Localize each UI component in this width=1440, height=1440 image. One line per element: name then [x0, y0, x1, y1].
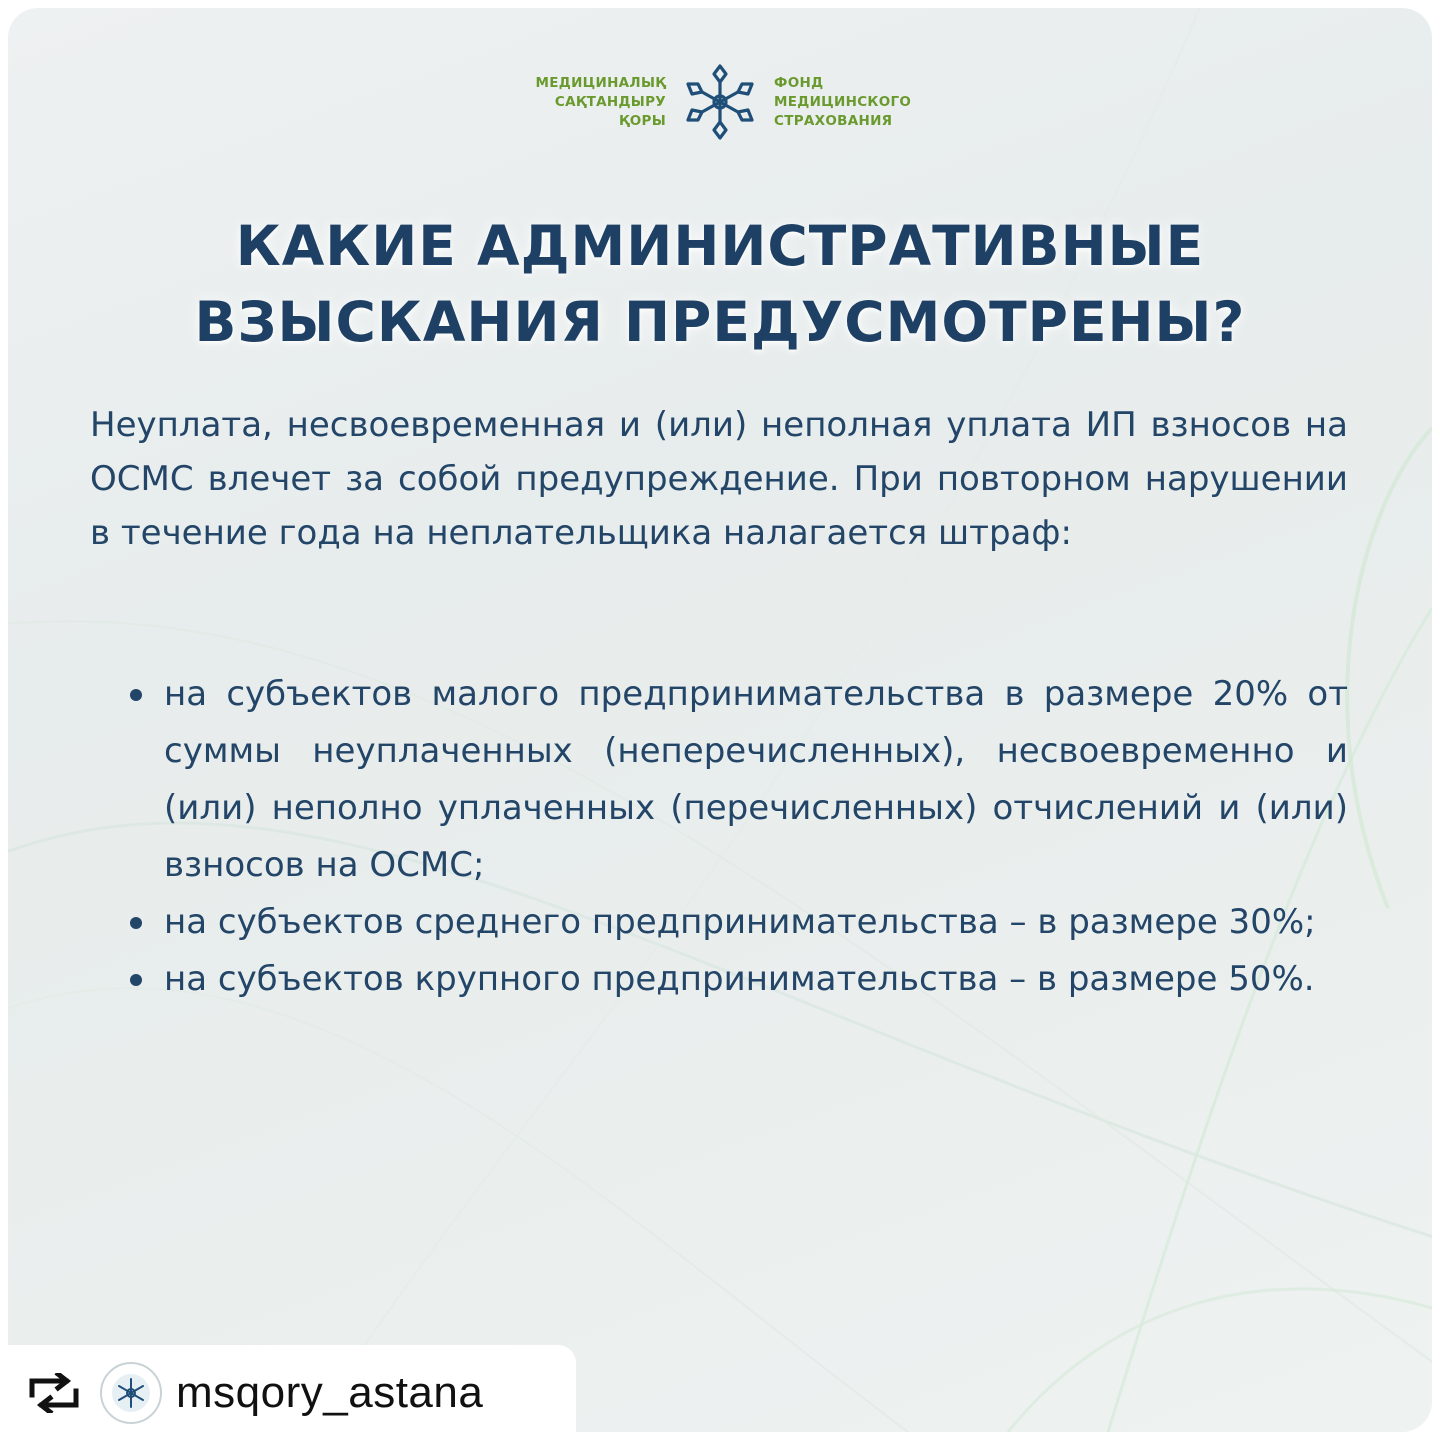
fund-emblem-icon [678, 60, 762, 144]
logo-right-line: ФОНД [774, 74, 824, 91]
logo-left-line: ҚОРЫ [618, 112, 666, 129]
avatar-emblem-icon [111, 1373, 151, 1413]
logo-right-line: МЕДИЦИНСКОГО [774, 93, 912, 110]
avatar[interactable] [100, 1362, 162, 1424]
bullet-icon [130, 689, 142, 701]
page-title [8, 208, 1432, 360]
list-item-text: на субъектов малого предпринимательства в размере 20% от суммы неуплаченных (неперечисленных), несвоевременно и (или) неполно уплаченных (перечисленных) отчислений и (или) взносов на ОСМС; [164, 674, 1348, 885]
repost-icon[interactable] [26, 1373, 82, 1413]
list-item [126, 951, 1348, 1008]
bullet-icon [130, 974, 142, 986]
post-card [8, 8, 1432, 1432]
fine-list [126, 666, 1348, 1008]
list-item [126, 666, 1348, 894]
logo-left-line: МЕДИЦИНАЛЫҚ [535, 74, 666, 91]
repost-bar[interactable] [0, 1345, 576, 1440]
list-item-text: на субъектов крупного предпринимательства – в размере 50%. [164, 959, 1315, 999]
title-line-2: ВЗЫСКАНИЯ ПРЕДУСМОТРЕНЫ? [194, 290, 1246, 354]
logo-text-kazakh [496, 74, 666, 131]
logo-text-russian [774, 74, 944, 131]
list-item-text: на субъектов среднего предпринимательства – в размере 30%; [164, 902, 1316, 942]
fund-logo [8, 60, 1432, 144]
bullet-icon [130, 917, 142, 929]
logo-left-line: САҚТАНДЫРУ [554, 93, 666, 110]
logo-right-line: СТРАХОВАНИЯ [774, 112, 893, 129]
title-line-1: КАКИЕ АДМИНИСТРАТИВНЫЕ [235, 214, 1205, 278]
repost-username[interactable]: msqory_astana [176, 1367, 484, 1417]
intro-paragraph: Неуплата, несвоевременная и (или) неполная уплата ИП взносов на ОСМС влечет за собой предупреждение. При повторном нарушении в течение года на неплательщика налагается штраф: [90, 405, 1348, 553]
list-item [126, 894, 1348, 951]
